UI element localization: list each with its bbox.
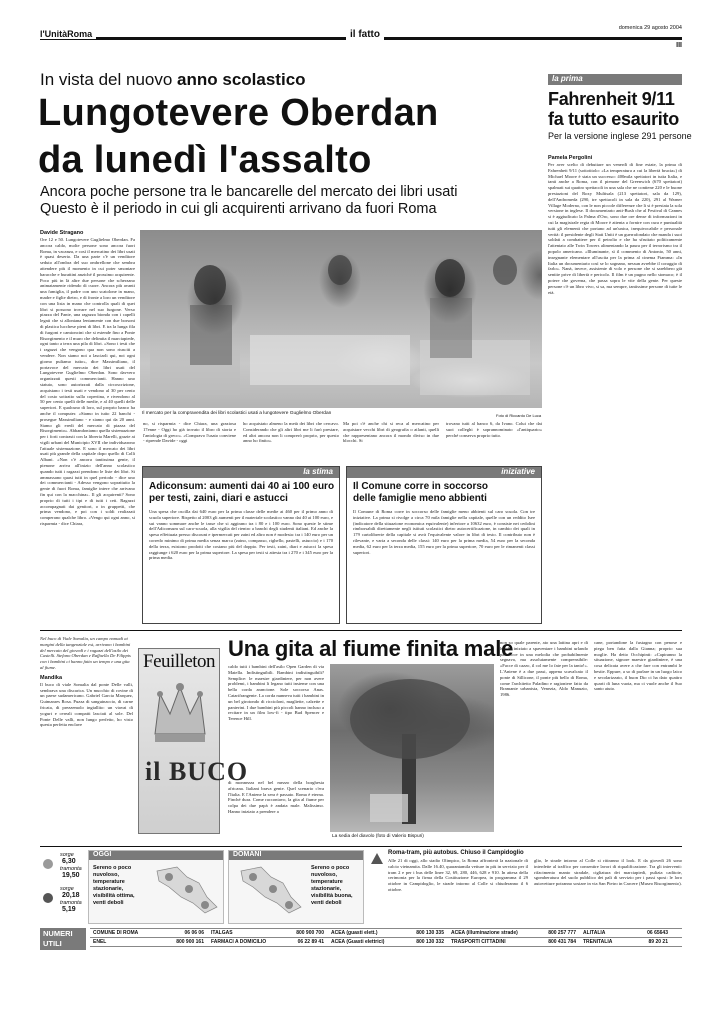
devil-chair-photo bbox=[330, 664, 494, 832]
feuilleton-intro: Nel buco di Viale Somalia, un campo nomadi ai margini della tangenziale est, arrivano i bambini del mercato del giovedì e i ragazzi dell'asilo dei Castelli. Stefano Oberdan e Raffaella De Filippis con i bambini ci hanno fatto un tempo e una gita al fiume. bbox=[40, 636, 131, 670]
feuilleton-title: Feuilleton bbox=[143, 651, 216, 672]
sidebar-title-1: Fahrenheit 9/11 bbox=[548, 89, 675, 109]
useful-numbers-label: NUMERI UTILI bbox=[40, 928, 86, 950]
number-value: 06 22 89 41 bbox=[297, 939, 324, 945]
weather-tomorrow-label: DOMANI bbox=[229, 851, 363, 860]
feuilleton-col4: cane, portandone la fustagno con penose e piega ben fatta dalla Gianna; proprio sua moglie. Ha detto Occhipinti: «Capiranno la situazione, signore maestre giardiniere, è una cosa delicata avere a che fare con entrambi le bestie. Eppure, a so di parlare in un luogo laico e secolarizzato, il buon Dio ci ha dato quattro quarti di luna vuota, ma ci vuole anche il Suo santo aiuto. bbox=[594, 640, 682, 692]
box-initiatives bbox=[346, 466, 542, 624]
article-body-col1: Ore 12 e 50. Lungotevere Guglielmo Oberdan. Fa ancora caldo, molte persone sono ancora fuori Roma, in vacanza, e così il mercatino dei libri usati è quasi deserto. Da una parte c'è un venditore seduto all'ombra del suo ombrellone che sembra attendere più il momento in cui poter smontare baracche e burattini anziché il prossimo acquirente. Poco più in là altre due persone che scherzano animatamente ridendo di cuore. Ancora più avanti una famiglia, il padre con uno scatolone in mano, madre e figlie dietro, e di fronte a loro un venditore con una lista in mano che controlla quali di quei libri si possono trovare nel suo furgone. Verso piazza del Fante, una ragazza bionda con i capelli legati che si allontana lentamente con due borsoni di plastica lucchese pieni di libri. E tra la lunga fila di furgoni e camioncini che si estende fino a Ponte Risorgimento e il muro che delimita il marciapiede, ogni tanto a terra una pila di libri. «Sono i testi che i ragazzi che vengono qua non sono riusciti a vendere. Non siamo noi a lasciarli qui, noi ogni giorno puliamo tutto», dice Massimiliano, il portavoce del mercato dei libri usati del Lungotevere Guglielmo Oberdan. Sono davvero organizzati questi commercianti. Hanno uno statuto, sono autorizzati dalla circoscrizione, acquistano i testi usati e vendono al 30 per cento del costo sottratto sulla copertina, e rivendono al 50 per cento quelli delle medie, e al 40 quelli delle superiori. E qualcuno di loro, sul proprio banco ha anche il computer. «Siamo in tutto 22 banchi - prosegue Massimiliano - e siamo qui da 20 anni. Siamo gli eredi del mercato di piazza del Risorgimento». Abbandoniamo quella sistemazione per i forti contrasti con la libreria Marelli, grazie ai vigili urbani del Municipio XVII che individuarono l'attuale sistemazione. E sono il mercato dei libri usati più grande della capitale dopo quello di Colli Albani. «Non c'è ancora tantissima gente, il pienone arriva all'inizio dell'anno scolastico quando tutti i ragazzi prendono le liste dei libri. Si ammassano quasi tutti in quel periodo - dice uno dei commercianti - Adesso vengono soprattutto la gente di fuori Roma, famiglie intere che arrivano fin qui con la macchina». Il gli acquirenti? Sono proprio di tutti i tipi e di tutti i ceti. Ragazzi accompagnati dai genitori, o in gruppetti, che prima vendono, e poi con i soldi realizzati comperano qualche libro. «Vengo qui ogni anno, si risparmia - dice Chiara, bbox=[40, 237, 135, 527]
sun-set-label: tramonta bbox=[60, 866, 82, 872]
useful-numbers bbox=[40, 928, 682, 952]
weather-today-text: Sereno o poco nuvoloso, temperature stazionarie, visibilità ottima, venti deboli bbox=[93, 865, 135, 906]
box-estimate bbox=[142, 466, 340, 624]
crown-icon bbox=[150, 679, 210, 749]
city-news-body: Alle 21 di oggi, allo stadio Olimpico, la Roma affronterà la nazionale di calcio vietnamita. Dalle 16.40, quarantamila vetture in più in servizio per il tram 2 e per i bus delle linee 32, 69, 280, 446, 628 e 910. In attesa della cerimonia per la firma della Costituzione Europea, in programma il 29 ottobre in Campidoglio, le strade intorno al Colle si chiuderanno il 6 ottobre. bbox=[388, 858, 528, 892]
feuilleton-author: Mandika bbox=[40, 674, 63, 681]
main-article-col1 bbox=[40, 230, 135, 622]
weather-map-tomorrow-icon bbox=[231, 863, 305, 921]
number-value: 800 130 332 bbox=[416, 939, 444, 945]
section-name: il fatto bbox=[346, 29, 384, 40]
article-body-col3: ho acquistato almeno la metà dei libri che cercavo. Considerando che gli altri libri me li farò prestare, ed altri ancora non li comprerò proprio, per questo anno ho finito». bbox=[243, 421, 339, 444]
masthead bbox=[40, 25, 682, 49]
useful-numbers-row bbox=[90, 929, 682, 938]
page-number: III bbox=[676, 42, 682, 49]
number-value: 89 20 21 bbox=[648, 939, 668, 945]
kicker-bold: anno scolastico bbox=[177, 70, 306, 89]
headline-line-1: Lungotevere Oberdan bbox=[38, 92, 439, 134]
sidebar-body: Per aver scelto di debuttare un venerdì di fine estate, la prima di Fahrenheit 9/11 (sottotitolo: «La temperatura a cui la libertà brucia») di Michael Moore è stata un successo: 400mila spettatori in tutta Italia, e tanti anche a Roma, con il pienone del Greenwich (670 spettatori) spalmati sui quattro spettacoli in una sala che ne contiene 220 e le buone prestazioni del Roxy Multisala (213 spettatori, sala da 129), dell'Andromeda (290, tre spettacoli in sala da 220), 291 al Warner Village Moderno, con le non piccole differenze che li si è prestata la sola versione in inglese. Il documentario anti-Bush che al Festival di Cannes si è aggiudicato la Palma d'Oro, sono due ore dense di informazioni in cui la magistrale regia di Moore è attenta a fornire con cura e puntualità tutti gli elementi che portano ad un'unica, inequivocabile e personale verità: il presidente degli Stati Uniti è un guerrafondaio che manda i suoi soldati a combattere per il petrolio e che ha sfruttato politicamente l'attentato alle Twin Towers alimentando la paura per il terrorismo tra il popolo americano. «Illuminante, sì il commento di Antonio, 50 anni, insegnante elementare all'uscita per la prima al cinema Fiamma: «In Italia un documentario così se lo sognano, nessun avrebbe il coraggio di farlo». Nanà, invece, assistente di volo e persone che si sarebbero già sentite prive di libertà e pericolo. Il film è un pugno nello stomaco; è il potere che governa, che passa sopra le vite della gente. Per queste persone c'è un libro vivo, si sa, ma sempre, tantissime persone di tutte le età. bbox=[548, 162, 682, 295]
city-news-body-2: glio, le strade intorno al Colle si ritiranno il look. E da giovedì 26 sono interdette al traffico per consentire lavori di riqualificazione. Tra gli interventi: rifacimento manto stradale, cigliatura dei marciapiedi, pulizia caditoie, sgomberatura del suolo pubblico dei pali di servizio per i passi sposi: le loro autovetture potranno sostare in via San Pietro in Carcere (Museo Risorgimento). bbox=[534, 858, 682, 887]
box-estimate-body: Una spesa che oscilla dai 640 euro per la prima classe delle medie ai 460 per il primo anno di scuola superiore. Rispetto al 2003 gli aumenti per il materiale scolastico vanno dai 40 ai 100 euro, e sui vanno sommare anche le tasse che si aggirano tra i 80 e i 100 euro. Sono queste le stime dell'Adiconsum sul caro-scuola, alla vigilia del rientro a banchi degli studenti italiani. Ed anche la spesa effettuata presso discount e ipermercati per zaini ed altro non è modesta: tra i 140 euro per un corredo minimo di prima media senza marca (zaino, compasso, righello, pastelli, astuccio) e i 170 della terza, esistono prodotti che costano più del doppio. Per testi, zaini, diari e astucci la spesa raggiunge i 620 euro per la prima superiore. La spesa per testi si attesta tra i 270 e i 345 euro per la prima media. bbox=[149, 509, 333, 561]
box-initiatives-body: Il Comune di Roma corre in soccorso delle famiglie meno abbienti sul caro scuola. Con tre iniziative. La prima si rivolge a circa 70 mila famiglie nella capitale, quelle con un reddito Isee (indicatore della situazione economica equivalente) inferiore a 10632 euro, è consiste nei cedolini rimborsabili direttamente negli istituti scolastici dietro autocertificazione, in cambio dei quali in 179 cartolibrerie della capitale si avrà l'equivalente valore in libri di testo. Il contributo non è rilevante, e varia a seconda delle classi: 140 euro per la prima media, 54 euro per la seconda media, 62 euro per la terza media, 155 euro per la prima superiore, 70 euro per le rimanenti classi superiori. bbox=[353, 509, 535, 555]
number-value: 06 06 06 bbox=[184, 930, 204, 936]
market-photo bbox=[140, 230, 542, 408]
number-name: ACEA (guasti elett.) bbox=[331, 930, 378, 936]
kicker-prefix: In vista del nuovo bbox=[40, 70, 173, 89]
number-name: ENEL bbox=[93, 939, 107, 945]
sun-rise-label: sorge bbox=[60, 852, 74, 858]
feuilleton-body-bottom: di monnezza nel bel mezzo della borghesia africana. Italiani brava gente. Quel scenario c'era l'Italia. E l'Aniene la sera è passato. Roma è eterna. Finché dura. Come raccontavo, la gita al fiume per colpa dei due papà è andata male. Malissimo. Hanno iniziato a prendere a bbox=[228, 780, 324, 814]
moon-rise-label: sorge bbox=[60, 886, 74, 892]
city-news bbox=[370, 850, 682, 926]
box-initiatives-title-2: delle famiglie meno abbienti bbox=[353, 493, 487, 504]
article-body-col5: trovano tutti al banco 6, da Ivano. Colui che dai suoi colleghi è soprannominato «l'antiquario» perché conserva proprio tutto. bbox=[446, 421, 542, 438]
moon-set-label: tramonta bbox=[60, 900, 82, 906]
sidebar-band bbox=[548, 74, 682, 85]
feuilleton-col2: caldo tutti i bambini dell'asilo Open Garden di via Maiella. Indistinguibili. Bambini indistinguibili? Semplice: le maestre giardiniere, per non avere problemi, i bambini li legano tutti insieme con una bella corda arancione. Sole soccorso Anas. Catarifrangente. La corda nunneva tutti i bambini in un bel girotondo di riccioloni, magliette, calzette e panierini. I due bambini più piccoli hanno incluso a recitare in un film low-fi - tipo Bud Spencer e Terence Hill. bbox=[228, 664, 324, 722]
sidebar-author: Pamela Pergolini bbox=[548, 155, 593, 161]
feuilleton-logo bbox=[138, 648, 249, 834]
number-value: 800 431 784 bbox=[548, 939, 576, 945]
photo-credit: Foto di Riccardo De Luca bbox=[496, 413, 542, 418]
feuilleton-headline: Una gita al fiume finita male bbox=[228, 636, 514, 661]
deck-line-1: Ancora poche persone tra le bancarelle del mercato dei libri usati bbox=[40, 184, 458, 200]
useful-numbers-row bbox=[90, 938, 682, 947]
box-initiatives-title-1: Il Comune corre in soccorso bbox=[353, 481, 489, 492]
number-name: ALITALIA bbox=[583, 930, 606, 936]
article-body-col2: no, si risparmia - dice Chiara, una graziosa 17enne - Oggi ho già trovato il libro di storia e l'antologia di greco». «Compravo l'usato conviene - riprende Davide - oggi bbox=[143, 421, 236, 444]
number-value: 800 900 161 bbox=[176, 939, 204, 945]
deck-line-2: Questo è il periodo in cui gli acquirenti arrivano da fuori Roma bbox=[40, 201, 437, 217]
number-name: TRASPORTI CITTADINI bbox=[451, 939, 506, 945]
moon-rise-value: 20,18 bbox=[62, 892, 80, 899]
sun-rise-value: 6,30 bbox=[62, 858, 76, 865]
sidebar-subtitle: Per la versione inglese 291 persone bbox=[548, 131, 692, 141]
sidebar-title-2: fa tutto esaurito bbox=[548, 109, 679, 129]
issue-date: domenica 29 agosto 2004 bbox=[618, 25, 682, 31]
number-value: 800 257 777 bbox=[548, 930, 576, 936]
sun-set-value: 19,50 bbox=[62, 872, 80, 879]
number-name: ITALGAS bbox=[211, 930, 233, 936]
number-name: COMUNE DI ROMA bbox=[93, 930, 139, 936]
number-value: 06 65643 bbox=[647, 930, 668, 936]
number-name: ACEA (illuminazione strade) bbox=[451, 930, 518, 936]
number-name: FARMACI A DOMICILIO bbox=[211, 939, 267, 945]
box-estimate-label: la stima bbox=[303, 467, 333, 476]
useful-numbers-table bbox=[90, 928, 682, 950]
number-name: TRENITALIA bbox=[583, 939, 613, 945]
feuilleton-intro-col bbox=[40, 636, 133, 844]
weather-tomorrow-text: Sereno o poco nuvoloso, temperature stazionarie, visibilità buona, venti deboli bbox=[311, 865, 353, 906]
moon-set-value: 5,19 bbox=[62, 906, 76, 913]
author: Davide Stragano bbox=[40, 230, 84, 236]
section-divider bbox=[40, 630, 682, 631]
number-value: 800 900 700 bbox=[296, 930, 324, 936]
weather-today-label: OGGI bbox=[89, 851, 223, 860]
weather-today bbox=[88, 850, 224, 924]
sun-icon bbox=[40, 856, 56, 872]
box-estimate-title-1: Adiconsum: aumenti dai 40 ai 100 euro bbox=[149, 481, 335, 492]
kicker bbox=[40, 70, 306, 90]
paper-name: l'UnitàRoma bbox=[40, 29, 96, 39]
devil-chair-caption: La sedia del diavolo (foto di Valerio Bispuri) bbox=[332, 834, 424, 839]
box-initiatives-label: iniziative bbox=[501, 467, 535, 476]
market-photo-shapes bbox=[140, 230, 542, 408]
box-estimate-title-2: per testi, zaini, diari e astucci bbox=[149, 493, 288, 504]
weather-divider bbox=[40, 846, 682, 847]
sidebar-article bbox=[548, 155, 682, 625]
weather-tomorrow bbox=[228, 850, 364, 924]
feuilleton-sub: il BUCO bbox=[145, 757, 249, 786]
weather-map-today-icon bbox=[147, 863, 221, 921]
feuilleton-body: Il buco di viale Somalia dal ponte Delle valli, sembrava una discarica. Un mucchio di rovine di un paese sudamericano. Gabriel Garcia Marquez, Guimaraes Rosa. Puzza di sanguinaccio, di carne fricata, di prezzemolo ingiallito: un viavai di yogurt e cereali compatti lasciati al sole. Del Ponte Delle valli, non lungo perfetto, ho visto questa perfetta enclave bbox=[40, 681, 133, 728]
feuilleton-col3: non so quale parente, ato una lattina apri e di lui, ha iniziato a spaventare i bambini urlando parolacce in una melodia che probabilmente segnava, ma assolutamente comprensibile: «Facce di cazzo, il col me lo fate per la tanto!». L'Aniene è a due passi, appena scavalcato il ponte di Sillicone, il ponte più bello di Roma, come l'architetto Paladino e ragioniere fatto da Bramante urbanista, Venezia, Aldo Manuzio, 1986. bbox=[500, 640, 588, 698]
alert-icon bbox=[370, 852, 384, 866]
headline-line-2: da lunedì l'assalto bbox=[38, 139, 372, 181]
tree-shape-icon bbox=[330, 664, 494, 832]
city-news-title: Roma-tram, più autobus. Chiuso il Campidoglio bbox=[388, 850, 524, 856]
moon-icon bbox=[40, 890, 56, 906]
number-name: ACEA (Guasti elettrici) bbox=[331, 939, 385, 945]
sidebar-label: la prima bbox=[552, 74, 583, 83]
number-value: 800 130 335 bbox=[416, 930, 444, 936]
photo-caption: Il mercato per la compravendita dei libri scolastici usati a lungotevere Guglielmo Oberdan bbox=[142, 411, 332, 416]
article-body-col4: Ma poi c'è anche chi si reca al mercatino per acquistare vecchi libri di geografia o atlanti, quelli che rappresentano ancora il mondo diviso in due blocchi. Si bbox=[343, 421, 439, 444]
